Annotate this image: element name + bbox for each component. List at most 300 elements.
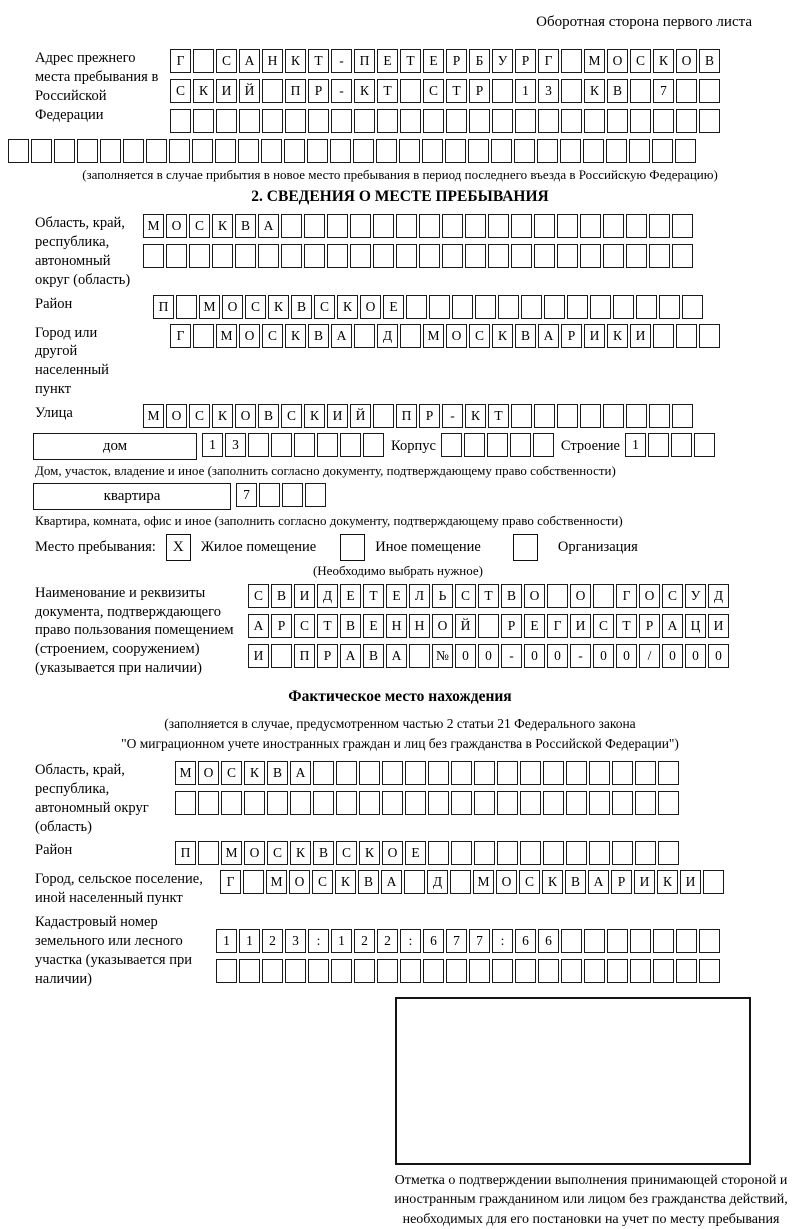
char-cell[interactable]: 2	[354, 929, 375, 953]
char-cell[interactable]	[560, 139, 581, 163]
char-cell[interactable]	[538, 959, 559, 983]
char-cell[interactable]	[238, 139, 259, 163]
char-cell[interactable]: О	[239, 324, 260, 348]
char-cell[interactable]	[561, 929, 582, 953]
char-cell[interactable]: О	[198, 761, 219, 785]
char-cell[interactable]: 7	[236, 483, 257, 507]
char-cell[interactable]	[77, 139, 98, 163]
char-cell[interactable]	[170, 109, 191, 133]
char-cell[interactable]	[377, 959, 398, 983]
char-cell[interactable]	[176, 295, 197, 319]
char-cell[interactable]: Т	[308, 49, 329, 73]
char-cell[interactable]	[682, 295, 703, 319]
char-cell[interactable]	[146, 139, 167, 163]
char-cell[interactable]	[497, 841, 518, 865]
char-cell[interactable]: К	[657, 870, 678, 894]
char-cell[interactable]: Р	[271, 614, 292, 638]
char-cell[interactable]	[235, 244, 256, 268]
char-cell[interactable]: С	[336, 841, 357, 865]
char-cell[interactable]: 6	[538, 929, 559, 953]
char-cell[interactable]	[359, 791, 380, 815]
char-cell[interactable]	[373, 214, 394, 238]
char-cell[interactable]	[281, 214, 302, 238]
char-cell[interactable]: 0	[662, 644, 683, 668]
char-cell[interactable]: 1	[625, 433, 646, 457]
char-cell[interactable]: К	[492, 324, 513, 348]
char-cell[interactable]: О	[244, 841, 265, 865]
char-cell[interactable]	[699, 929, 720, 953]
char-cell[interactable]: В	[699, 49, 720, 73]
char-cell[interactable]: С	[593, 614, 614, 638]
char-cell[interactable]	[584, 929, 605, 953]
char-cell[interactable]	[423, 109, 444, 133]
char-cell[interactable]: И	[630, 324, 651, 348]
char-cell[interactable]: И	[294, 584, 315, 608]
char-cell[interactable]: Н	[409, 614, 430, 638]
char-cell[interactable]: В	[340, 614, 361, 638]
char-cell[interactable]: И	[216, 79, 237, 103]
char-cell[interactable]	[497, 761, 518, 785]
char-cell[interactable]: П	[354, 49, 375, 73]
char-cell[interactable]: А	[239, 49, 260, 73]
char-cell[interactable]: А	[290, 761, 311, 785]
char-cell[interactable]	[626, 404, 647, 428]
char-cell[interactable]: В	[267, 761, 288, 785]
char-cell[interactable]	[304, 244, 325, 268]
char-cell[interactable]: М	[199, 295, 220, 319]
char-cell[interactable]: К	[268, 295, 289, 319]
char-cell[interactable]	[514, 139, 535, 163]
char-cell[interactable]: С	[248, 584, 269, 608]
char-cell[interactable]	[327, 214, 348, 238]
char-cell[interactable]	[511, 214, 532, 238]
char-cell[interactable]	[603, 244, 624, 268]
char-cell[interactable]	[543, 791, 564, 815]
char-cell[interactable]	[612, 791, 633, 815]
char-cell[interactable]: О	[360, 295, 381, 319]
char-cell[interactable]: Й	[350, 404, 371, 428]
char-cell[interactable]	[567, 295, 588, 319]
char-cell[interactable]: А	[386, 644, 407, 668]
char-cell[interactable]: В	[235, 214, 256, 238]
char-cell[interactable]: 7	[469, 929, 490, 953]
char-cell[interactable]: Е	[383, 295, 404, 319]
char-cell[interactable]	[399, 139, 420, 163]
char-cell[interactable]: Е	[340, 584, 361, 608]
char-cell[interactable]	[538, 109, 559, 133]
char-cell[interactable]	[676, 929, 697, 953]
char-cell[interactable]	[630, 79, 651, 103]
char-cell[interactable]	[363, 433, 384, 457]
char-cell[interactable]: П	[294, 644, 315, 668]
char-cell[interactable]	[589, 841, 610, 865]
char-cell[interactable]: С	[221, 761, 242, 785]
char-cell[interactable]	[658, 841, 679, 865]
char-cell[interactable]	[635, 791, 656, 815]
char-cell[interactable]	[511, 404, 532, 428]
char-cell[interactable]	[474, 841, 495, 865]
char-cell[interactable]	[216, 959, 237, 983]
residence-type-checkbox-zhiloe[interactable]: X	[166, 534, 191, 561]
char-cell[interactable]: Г	[616, 584, 637, 608]
char-cell[interactable]	[336, 791, 357, 815]
char-cell[interactable]	[450, 870, 471, 894]
char-cell[interactable]: Й	[455, 614, 476, 638]
char-cell[interactable]	[428, 791, 449, 815]
char-cell[interactable]	[584, 109, 605, 133]
char-cell[interactable]	[584, 959, 605, 983]
char-cell[interactable]: -	[442, 404, 463, 428]
char-cell[interactable]	[259, 483, 280, 507]
char-cell[interactable]	[350, 244, 371, 268]
char-cell[interactable]	[285, 959, 306, 983]
char-cell[interactable]: К	[354, 79, 375, 103]
char-cell[interactable]	[583, 139, 604, 163]
char-cell[interactable]	[659, 295, 680, 319]
char-cell[interactable]	[699, 959, 720, 983]
char-cell[interactable]: С	[245, 295, 266, 319]
char-cell[interactable]: Р	[561, 324, 582, 348]
char-cell[interactable]	[653, 929, 674, 953]
char-cell[interactable]	[31, 139, 52, 163]
char-cell[interactable]: О	[235, 404, 256, 428]
char-cell[interactable]	[377, 109, 398, 133]
char-cell[interactable]	[475, 295, 496, 319]
char-cell[interactable]	[626, 244, 647, 268]
char-cell[interactable]	[630, 959, 651, 983]
char-cell[interactable]: 3	[538, 79, 559, 103]
char-cell[interactable]	[305, 483, 326, 507]
char-cell[interactable]: О	[382, 841, 403, 865]
char-cell[interactable]: С	[294, 614, 315, 638]
char-cell[interactable]: №	[432, 644, 453, 668]
char-cell[interactable]: В	[565, 870, 586, 894]
char-cell[interactable]	[376, 139, 397, 163]
char-cell[interactable]	[198, 791, 219, 815]
char-cell[interactable]: Й	[239, 79, 260, 103]
char-cell[interactable]: И	[327, 404, 348, 428]
char-cell[interactable]: К	[212, 404, 233, 428]
char-cell[interactable]	[169, 139, 190, 163]
char-cell[interactable]	[603, 404, 624, 428]
char-cell[interactable]: Ц	[685, 614, 706, 638]
char-cell[interactable]	[593, 584, 614, 608]
char-cell[interactable]	[354, 324, 375, 348]
char-cell[interactable]: В	[308, 324, 329, 348]
char-cell[interactable]: Г	[547, 614, 568, 638]
char-cell[interactable]: 1	[202, 433, 223, 457]
char-cell[interactable]: С	[216, 49, 237, 73]
char-cell[interactable]	[327, 244, 348, 268]
char-cell[interactable]: С	[630, 49, 651, 73]
char-cell[interactable]	[405, 761, 426, 785]
char-cell[interactable]	[580, 244, 601, 268]
char-cell[interactable]	[143, 244, 164, 268]
char-cell[interactable]	[630, 929, 651, 953]
char-cell[interactable]	[216, 109, 237, 133]
char-cell[interactable]: Р	[446, 49, 467, 73]
char-cell[interactable]: А	[340, 644, 361, 668]
char-cell[interactable]	[100, 139, 121, 163]
char-cell[interactable]: И	[584, 324, 605, 348]
char-cell[interactable]	[649, 404, 670, 428]
char-cell[interactable]: В	[515, 324, 536, 348]
char-cell[interactable]	[382, 791, 403, 815]
char-cell[interactable]: С	[455, 584, 476, 608]
char-cell[interactable]	[267, 791, 288, 815]
char-cell[interactable]: 0	[708, 644, 729, 668]
char-cell[interactable]	[451, 841, 472, 865]
char-cell[interactable]	[451, 791, 472, 815]
char-cell[interactable]	[189, 244, 210, 268]
char-cell[interactable]	[544, 295, 565, 319]
char-cell[interactable]	[442, 244, 463, 268]
char-cell[interactable]: Т	[488, 404, 509, 428]
char-cell[interactable]	[262, 959, 283, 983]
char-cell[interactable]	[676, 324, 697, 348]
char-cell[interactable]: Д	[377, 324, 398, 348]
char-cell[interactable]: 1	[331, 929, 352, 953]
char-cell[interactable]	[445, 139, 466, 163]
char-cell[interactable]	[626, 214, 647, 238]
char-cell[interactable]	[658, 791, 679, 815]
char-cell[interactable]	[533, 433, 554, 457]
char-cell[interactable]	[54, 139, 75, 163]
char-cell[interactable]: У	[685, 584, 706, 608]
char-cell[interactable]: :	[308, 929, 329, 953]
char-cell[interactable]: 0	[616, 644, 637, 668]
char-cell[interactable]	[271, 644, 292, 668]
char-cell[interactable]	[317, 433, 338, 457]
char-cell[interactable]	[244, 791, 265, 815]
char-cell[interactable]	[699, 324, 720, 348]
char-cell[interactable]: И	[680, 870, 701, 894]
char-cell[interactable]: К	[465, 404, 486, 428]
char-cell[interactable]	[304, 214, 325, 238]
char-cell[interactable]: Л	[409, 584, 430, 608]
char-cell[interactable]: О	[570, 584, 591, 608]
char-cell[interactable]	[515, 959, 536, 983]
char-cell[interactable]	[193, 109, 214, 133]
char-cell[interactable]	[261, 139, 282, 163]
char-cell[interactable]	[308, 959, 329, 983]
char-cell[interactable]: М	[143, 214, 164, 238]
char-cell[interactable]: С	[662, 584, 683, 608]
char-cell[interactable]	[422, 139, 443, 163]
char-cell[interactable]	[166, 244, 187, 268]
char-cell[interactable]	[469, 109, 490, 133]
char-cell[interactable]	[373, 244, 394, 268]
char-cell[interactable]	[373, 404, 394, 428]
char-cell[interactable]: К	[290, 841, 311, 865]
char-cell[interactable]: В	[271, 584, 292, 608]
char-cell[interactable]	[612, 761, 633, 785]
residence-type-checkbox-inoe[interactable]	[340, 534, 365, 561]
char-cell[interactable]: Е	[423, 49, 444, 73]
char-cell[interactable]	[652, 139, 673, 163]
char-cell[interactable]	[606, 139, 627, 163]
char-cell[interactable]	[285, 109, 306, 133]
char-cell[interactable]	[192, 139, 213, 163]
char-cell[interactable]	[498, 295, 519, 319]
char-cell[interactable]	[520, 761, 541, 785]
char-cell[interactable]	[534, 404, 555, 428]
char-cell[interactable]	[612, 841, 633, 865]
char-cell[interactable]: О	[289, 870, 310, 894]
char-cell[interactable]	[290, 791, 311, 815]
char-cell[interactable]	[635, 841, 656, 865]
char-cell[interactable]: 6	[423, 929, 444, 953]
char-cell[interactable]	[215, 139, 236, 163]
char-cell[interactable]	[451, 761, 472, 785]
char-cell[interactable]: Р	[639, 614, 660, 638]
char-cell[interactable]	[281, 244, 302, 268]
char-cell[interactable]: С	[189, 214, 210, 238]
char-cell[interactable]	[446, 109, 467, 133]
char-cell[interactable]: К	[542, 870, 563, 894]
char-cell[interactable]: /	[639, 644, 660, 668]
char-cell[interactable]: С	[314, 295, 335, 319]
char-cell[interactable]	[123, 139, 144, 163]
char-cell[interactable]	[672, 214, 693, 238]
char-cell[interactable]	[243, 870, 264, 894]
char-cell[interactable]: К	[337, 295, 358, 319]
char-cell[interactable]	[400, 324, 421, 348]
char-cell[interactable]: У	[492, 49, 513, 73]
char-cell[interactable]: П	[153, 295, 174, 319]
char-cell[interactable]	[658, 761, 679, 785]
char-cell[interactable]	[428, 841, 449, 865]
char-cell[interactable]: М	[175, 761, 196, 785]
char-cell[interactable]: Р	[419, 404, 440, 428]
char-cell[interactable]	[561, 959, 582, 983]
char-cell[interactable]: С	[312, 870, 333, 894]
char-cell[interactable]: Е	[386, 584, 407, 608]
char-cell[interactable]: В	[501, 584, 522, 608]
char-cell[interactable]: К	[212, 214, 233, 238]
char-cell[interactable]: И	[248, 644, 269, 668]
char-cell[interactable]	[557, 244, 578, 268]
char-cell[interactable]: 0	[524, 644, 545, 668]
char-cell[interactable]	[359, 761, 380, 785]
char-cell[interactable]	[694, 433, 715, 457]
char-cell[interactable]	[629, 139, 650, 163]
char-cell[interactable]: Т	[377, 79, 398, 103]
char-cell[interactable]	[313, 761, 334, 785]
char-cell[interactable]	[487, 433, 508, 457]
char-cell[interactable]	[350, 214, 371, 238]
char-cell[interactable]: Н	[386, 614, 407, 638]
char-cell[interactable]: 1	[515, 79, 536, 103]
char-cell[interactable]	[613, 295, 634, 319]
char-cell[interactable]: С	[267, 841, 288, 865]
char-cell[interactable]	[239, 109, 260, 133]
char-cell[interactable]: С	[519, 870, 540, 894]
char-cell[interactable]: К	[335, 870, 356, 894]
char-cell[interactable]: Г	[220, 870, 241, 894]
char-cell[interactable]: В	[607, 79, 628, 103]
char-cell[interactable]: Р	[308, 79, 329, 103]
char-cell[interactable]	[330, 139, 351, 163]
char-cell[interactable]	[703, 870, 724, 894]
char-cell[interactable]	[400, 109, 421, 133]
char-cell[interactable]: 2	[377, 929, 398, 953]
char-cell[interactable]: :	[492, 929, 513, 953]
char-cell[interactable]	[212, 244, 233, 268]
char-cell[interactable]: Д	[317, 584, 338, 608]
char-cell[interactable]: Т	[317, 614, 338, 638]
char-cell[interactable]	[672, 244, 693, 268]
char-cell[interactable]: А	[331, 324, 352, 348]
char-cell[interactable]: А	[381, 870, 402, 894]
char-cell[interactable]	[534, 214, 555, 238]
char-cell[interactable]	[492, 109, 513, 133]
char-cell[interactable]: М	[266, 870, 287, 894]
char-cell[interactable]	[520, 841, 541, 865]
char-cell[interactable]: Н	[262, 49, 283, 73]
char-cell[interactable]	[511, 244, 532, 268]
char-cell[interactable]	[607, 929, 628, 953]
char-cell[interactable]: -	[570, 644, 591, 668]
char-cell[interactable]	[239, 959, 260, 983]
char-cell[interactable]: 3	[285, 929, 306, 953]
char-cell[interactable]	[699, 79, 720, 103]
char-cell[interactable]: К	[285, 324, 306, 348]
char-cell[interactable]	[488, 214, 509, 238]
char-cell[interactable]: Т	[400, 49, 421, 73]
char-cell[interactable]: 0	[455, 644, 476, 668]
char-cell[interactable]: О	[446, 324, 467, 348]
char-cell[interactable]: -	[331, 79, 352, 103]
char-cell[interactable]: 7	[446, 929, 467, 953]
char-cell[interactable]	[307, 139, 328, 163]
char-cell[interactable]	[653, 109, 674, 133]
char-cell[interactable]	[589, 791, 610, 815]
char-cell[interactable]: Г	[538, 49, 559, 73]
char-cell[interactable]	[404, 870, 425, 894]
char-cell[interactable]	[423, 959, 444, 983]
char-cell[interactable]	[248, 433, 269, 457]
char-cell[interactable]	[465, 244, 486, 268]
char-cell[interactable]	[405, 791, 426, 815]
char-cell[interactable]	[699, 109, 720, 133]
char-cell[interactable]: Т	[363, 584, 384, 608]
char-cell[interactable]: -	[331, 49, 352, 73]
char-cell[interactable]	[537, 139, 558, 163]
char-cell[interactable]	[258, 244, 279, 268]
char-cell[interactable]: Г	[170, 49, 191, 73]
char-cell[interactable]: С	[170, 79, 191, 103]
char-cell[interactable]	[635, 761, 656, 785]
char-cell[interactable]	[353, 139, 374, 163]
char-cell[interactable]	[198, 841, 219, 865]
char-cell[interactable]: Т	[478, 584, 499, 608]
char-cell[interactable]	[284, 139, 305, 163]
char-cell[interactable]	[429, 295, 450, 319]
char-cell[interactable]: М	[221, 841, 242, 865]
char-cell[interactable]	[396, 244, 417, 268]
char-cell[interactable]	[497, 791, 518, 815]
char-cell[interactable]: И	[570, 614, 591, 638]
char-cell[interactable]	[590, 295, 611, 319]
char-cell[interactable]: С	[189, 404, 210, 428]
char-cell[interactable]: К	[359, 841, 380, 865]
char-cell[interactable]: И	[708, 614, 729, 638]
char-cell[interactable]	[468, 139, 489, 163]
char-cell[interactable]	[446, 959, 467, 983]
char-cell[interactable]: И	[634, 870, 655, 894]
char-cell[interactable]	[474, 791, 495, 815]
